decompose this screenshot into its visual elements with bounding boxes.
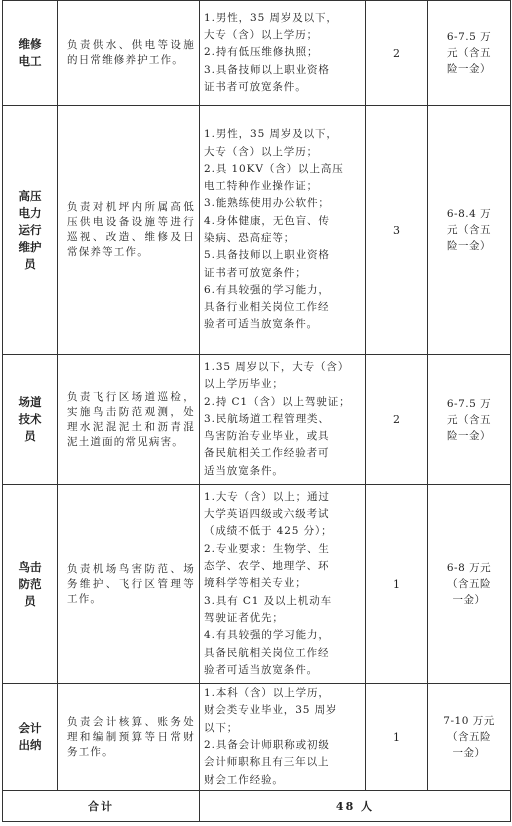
position-title (3, 355, 58, 485)
requirement-line: 具备民航相关岗位工作经 (204, 646, 330, 659)
requirement-line: 财会类专业毕业，35 周岁 (204, 704, 338, 717)
title-line: 电力 (18, 205, 42, 220)
requirement-line: 3.具有 C1 及以上机动车 (204, 594, 333, 607)
salary-line: （含五险 (447, 731, 491, 743)
salary (428, 355, 511, 485)
title-line: 维修 (18, 37, 42, 51)
salary-line: 险一金） (447, 429, 491, 442)
position-title (3, 485, 58, 684)
requirement-line: 1.本科（含）以上学历， (204, 687, 330, 700)
requirement-line: 会计师职称且有三年以上 (204, 756, 330, 769)
title-line: 电工 (18, 54, 42, 68)
job-requirements (200, 684, 366, 791)
headcount: 2 (366, 1, 428, 106)
requirement-line: 2.具 10KV（含）以上高压 (204, 162, 344, 175)
requirement-line: 染病、恐高症等； (204, 232, 296, 244)
requirement-line: 电工特种作业操作证； (204, 180, 318, 193)
requirement-line: 鸟害防治专业毕业，或具 (204, 430, 330, 443)
table-row (3, 106, 511, 355)
position-title (3, 1, 58, 106)
job-requirements (200, 1, 366, 106)
requirement-line: 4.有具较强的学习能力， (204, 629, 330, 642)
requirement-line: 大专（含）以上学历； (204, 29, 318, 42)
total-row (3, 791, 511, 822)
requirement-line: 大专（含）以上学历； (204, 145, 318, 158)
requirement-line: 境科学等相关专业； (204, 577, 307, 590)
job-requirements (200, 485, 366, 684)
job-duty: 负责对机坪内所属高低压供电设备设施等进行巡视、改造、维修及日常保养等工作。 (58, 106, 200, 355)
job-duty: 负责供水、供电等设施的日常维修养护工作。 (58, 1, 200, 106)
salary-line: 6-8.4 万 (446, 208, 492, 220)
salary-line: 一金） (452, 747, 486, 759)
salary-line: （含五险 (447, 578, 491, 590)
title-line: 会计 (18, 721, 42, 735)
recruitment-table (2, 0, 511, 822)
title-line: 技术 (18, 412, 42, 426)
requirement-line: 具备行业相关岗位工作经 (204, 301, 330, 314)
title-line: 防范 (18, 576, 42, 591)
title-line: 鸟击 (18, 559, 42, 574)
requirement-line: 1.大专（含）以上；通过 (204, 490, 330, 503)
requirement-line: 备民航相关工作经验者可 (204, 447, 330, 460)
requirement-line: 以下； (204, 721, 239, 734)
requirement-line: 4.身体健康，无色盲、传 (204, 214, 330, 227)
requirement-line: 2.具备会计师职称或初级 (204, 739, 330, 751)
requirement-line: 2.专业要求：生物学、生 (204, 542, 330, 555)
salary (428, 106, 511, 355)
requirement-line: 以上学历毕业； (204, 378, 284, 391)
title-line: 高压 (18, 188, 42, 203)
requirement-line: 3.能熟练使用办公软件； (204, 197, 330, 210)
salary (428, 1, 511, 106)
headcount: 1 (366, 485, 428, 684)
headcount: 1 (366, 684, 428, 791)
requirement-line: 3.具备技师以上职业资格 (204, 63, 330, 76)
requirement-line: 态学、农学、地理学、环 (204, 560, 330, 573)
job-requirements (200, 355, 366, 485)
requirement-line: 大学英语四级或六级考试 (204, 508, 330, 521)
salary-line: 元（含五 (447, 413, 491, 426)
salary (428, 485, 511, 684)
salary-line: 元（含五 (447, 224, 491, 236)
table-row (3, 1, 511, 106)
job-duty: 负责会计核算、账务处理和编制预算等日常财务工作。 (58, 684, 200, 791)
total-label: 合计 (3, 791, 200, 822)
title-line: 运行 (18, 222, 42, 237)
position-title (3, 106, 58, 355)
requirement-line: 驾驶证者优先； (204, 611, 284, 624)
requirement-line: 证书者可放宽条件。 (204, 80, 307, 93)
requirement-line: 验者可适当放宽条件。 (204, 318, 318, 331)
requirement-line: 财会工作经验。 (204, 773, 284, 786)
salary-line: 险一金） (447, 240, 491, 252)
title-line: 场道 (18, 395, 42, 409)
salary-line: 6-7.5 万 (446, 31, 492, 43)
title-line: 出纳 (18, 738, 42, 752)
title-line: 员 (24, 256, 36, 271)
requirement-line: 2.持有低压维修执照； (204, 46, 319, 59)
title-line: 员 (24, 593, 36, 608)
requirement-line: 5.具备技师以上职业资格 (204, 249, 330, 262)
salary-line: 6-7.5 万 (446, 397, 492, 410)
salary-line: 6-8 万元 (446, 562, 492, 574)
table-row (3, 684, 511, 791)
table-row (3, 355, 511, 485)
total-value: 48 人 (200, 791, 511, 822)
requirement-line: 1.男性，35 周岁及以下， (204, 128, 338, 141)
requirement-line: 3.民航场道工程管理类、 (204, 412, 330, 425)
requirement-line: 6.有具较强的学习能力， (204, 283, 330, 296)
requirement-line: 证书者可放宽条件； (204, 266, 307, 279)
salary-line: 一金） (452, 594, 486, 606)
salary-line: 元（含五 (447, 47, 491, 59)
salary (428, 684, 511, 791)
requirement-line: 2.持 C1（含）以上驾驶证； (204, 395, 351, 408)
requirement-line: 适当放宽条件。 (204, 464, 284, 477)
requirement-line: 1.男性，35 周岁及以下， (204, 11, 338, 24)
table-row (3, 485, 511, 684)
headcount: 2 (366, 355, 428, 485)
salary-line: 险一金） (447, 63, 491, 75)
job-duty: 负责飞行区场道巡检，实施鸟击防范观测，处理水泥混泥土和沥青混泥土道面的常见病害。 (58, 355, 200, 485)
headcount: 3 (366, 106, 428, 355)
requirement-line: （成绩不低于 425 分）； (204, 525, 333, 538)
title-line: 员 (24, 429, 36, 443)
title-line: 维护 (18, 239, 42, 254)
requirement-line: 验者可适当放宽条件。 (204, 663, 318, 676)
position-title (3, 684, 58, 791)
job-duty: 负责机场鸟害防范、场务维护、飞行区管理等工作。 (58, 485, 200, 684)
requirement-line: 1.35 周岁以下，大专（含） (204, 360, 350, 373)
salary-line: 7-10 万元 (443, 715, 495, 727)
job-requirements (200, 106, 366, 355)
